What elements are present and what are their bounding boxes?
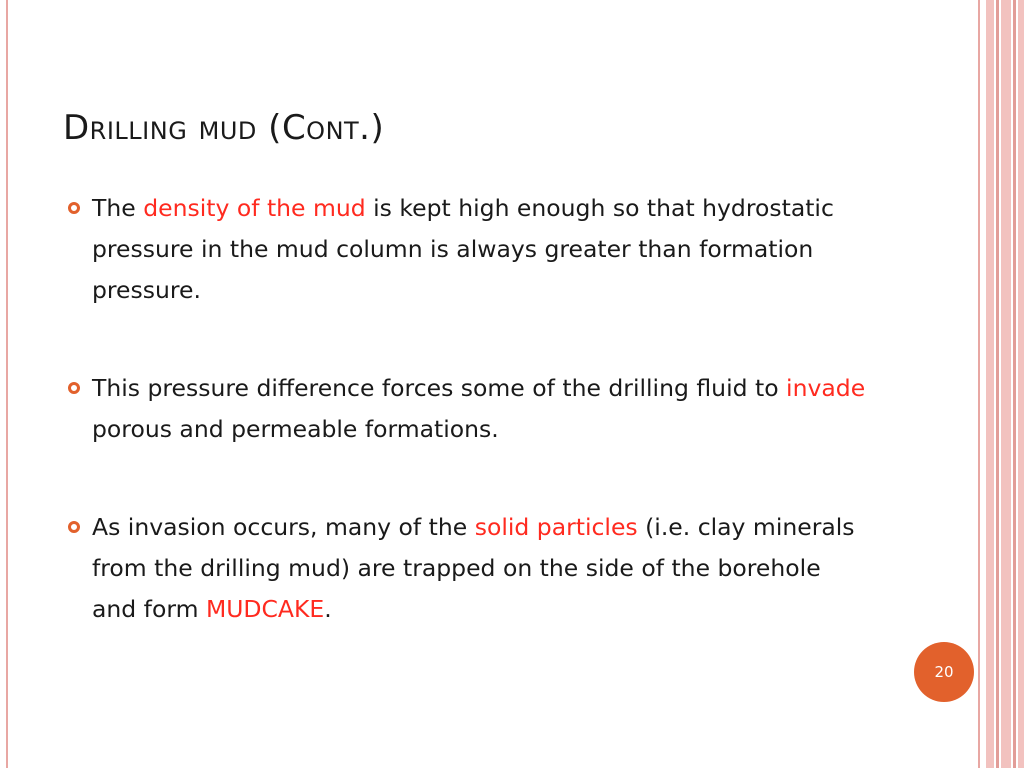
highlighted-term: MUDCAKE [205, 595, 325, 623]
bullet-ring-icon [68, 202, 80, 214]
decorative-stripe [1018, 0, 1024, 768]
decorative-stripe [1013, 0, 1016, 768]
decorative-stripe [996, 0, 999, 768]
bullet-text [92, 374, 865, 443]
highlighted-term: invade [786, 374, 866, 402]
decorative-stripe [1001, 0, 1011, 768]
bullet-text-part: The [92, 194, 144, 222]
bullet-list [92, 188, 867, 687]
bullet-item [92, 368, 867, 450]
bullet-text-part: This pressure difference forces some of the drilling fluid to [92, 374, 787, 402]
bullet-item [92, 507, 867, 630]
page-number-badge: 20 [914, 642, 974, 702]
bullet-text-part: porous and permeable formations. [92, 415, 499, 443]
bullet-text-part: (i.e. clay minerals from the drilling mud) are trapped on the side of the borehole and form [92, 513, 855, 623]
bullet-text-part: As invasion occurs, many of the [92, 513, 475, 541]
slide-title: Drilling mud (Cont.) [63, 108, 385, 148]
bullet-text-part: . [324, 595, 332, 623]
bullet-text [92, 513, 855, 623]
right-border-line [978, 0, 980, 768]
bullet-ring-icon [68, 521, 80, 533]
bullet-text-part: is kept high enough so that hydrostatic pressure in the mud column is always greater than formation pressure. [92, 194, 834, 304]
highlighted-term: solid particles [474, 513, 638, 541]
bullet-item [92, 188, 867, 311]
left-border-line [6, 0, 8, 768]
bullet-text [92, 194, 834, 304]
highlighted-term: density of the mud [143, 194, 366, 222]
decorative-stripe [986, 0, 994, 768]
bullet-ring-icon [68, 382, 80, 394]
